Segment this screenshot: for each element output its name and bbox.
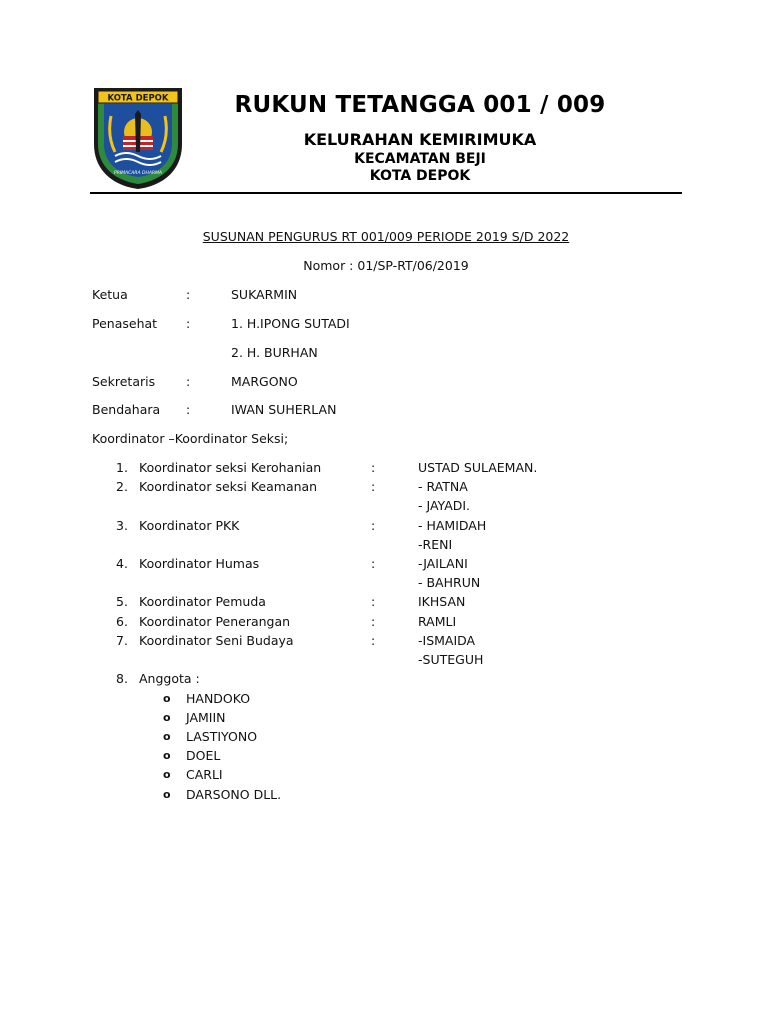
member-name: DARSONO DLL. bbox=[186, 787, 282, 802]
list-number: 8. bbox=[116, 671, 128, 686]
coordinator-label: Koordinator Humas bbox=[139, 556, 260, 571]
coordinator-label: Koordinator Seni Budaya bbox=[139, 633, 294, 648]
bullet-icon: o bbox=[163, 788, 171, 801]
letterhead-kelurahan: KELURAHAN KEMIRIMUKA bbox=[303, 130, 537, 149]
officer-role-bendahara: Bendahara bbox=[92, 402, 161, 417]
coordinator-label: Koordinator Pemuda bbox=[139, 594, 266, 609]
coordinator-sep: : bbox=[371, 460, 376, 475]
list-number: 2. bbox=[116, 479, 128, 494]
coordinator-sep: : bbox=[371, 518, 376, 533]
coordinator-label: Koordinator Penerangan bbox=[139, 614, 291, 629]
officer-name-sekretaris: MARGONO bbox=[231, 374, 298, 389]
officer-sep: : bbox=[186, 402, 191, 417]
coordinator-name: - HAMIDAH bbox=[418, 518, 487, 533]
bullet-icon: o bbox=[163, 768, 171, 781]
list-number: 7. bbox=[116, 633, 128, 648]
document-number: Nomor : 01/SP-RT/06/2019 bbox=[303, 258, 469, 273]
officer-name-ketua: SUKARMIN bbox=[231, 287, 298, 302]
member-name: LASTIYONO bbox=[186, 729, 258, 744]
member-name: JAMIIN bbox=[186, 710, 226, 725]
list-number: 5. bbox=[116, 594, 128, 609]
members-label: Anggota : bbox=[139, 671, 200, 686]
officer-sep: : bbox=[186, 316, 191, 331]
officer-sep: : bbox=[186, 287, 191, 302]
letterhead-kota: KOTA DEPOK bbox=[369, 168, 471, 184]
coordinator-sep: : bbox=[371, 614, 376, 629]
officer-role-sekretaris: Sekretaris bbox=[92, 374, 156, 389]
member-name: HANDOKO bbox=[186, 691, 251, 706]
coordinator-name: RAMLI bbox=[418, 614, 457, 629]
bullet-icon: o bbox=[163, 692, 171, 705]
letterhead-title: RUKUN TETANGGA 001 / 009 bbox=[234, 92, 606, 118]
coordinator-sep: : bbox=[371, 633, 376, 648]
coordinators-heading: Koordinator –Koordinator Seksi; bbox=[92, 431, 289, 446]
letterhead-divider bbox=[90, 192, 682, 194]
document-heading: SUSUNAN PENGURUS RT 001/009 PERIODE 2019 S/D 2022 bbox=[202, 229, 570, 244]
coordinator-name: IKHSAN bbox=[418, 594, 466, 609]
coordinator-name: - RATNA bbox=[418, 479, 468, 494]
list-number: 6. bbox=[116, 614, 128, 629]
svg-text:KOTA DEPOK: KOTA DEPOK bbox=[107, 93, 169, 104]
coordinator-name: - JAYADI. bbox=[418, 498, 471, 513]
coordinator-name: -SUTEGUH bbox=[418, 652, 484, 667]
coordinator-name: - BAHRUN bbox=[418, 575, 481, 590]
bullet-icon: o bbox=[163, 749, 171, 762]
coordinator-sep: : bbox=[371, 479, 376, 494]
member-name: CARLI bbox=[186, 767, 223, 782]
letterhead-kecamatan: KECAMATAN BEJI bbox=[354, 151, 486, 167]
officer-role-penasehat: Penasehat bbox=[92, 316, 158, 331]
officer-name-bendahara: IWAN SUHERLAN bbox=[231, 402, 337, 417]
officer-role-ketua: Ketua bbox=[92, 287, 128, 302]
list-number: 4. bbox=[116, 556, 128, 571]
officer-name-penasehat-1: 1. H.IPONG SUTADI bbox=[231, 316, 350, 331]
officer-name-penasehat-2: 2. H. BURHAN bbox=[231, 345, 318, 360]
coordinator-label: Koordinator PKK bbox=[139, 518, 240, 533]
kota-depok-emblem bbox=[91, 86, 185, 190]
svg-text:PRIMACARA DHARMA: PRIMACARA DHARMA bbox=[114, 171, 162, 176]
coordinator-sep: : bbox=[371, 556, 376, 571]
coordinator-label: Koordinator seksi Kerohanian bbox=[139, 460, 322, 475]
coordinator-name: -JAILANI bbox=[418, 556, 468, 571]
list-number: 1. bbox=[116, 460, 128, 475]
bullet-icon: o bbox=[163, 711, 171, 724]
coordinator-sep: : bbox=[371, 594, 376, 609]
coordinator-name: -RENI bbox=[418, 537, 453, 552]
officer-sep: : bbox=[186, 374, 191, 389]
coordinator-name: USTAD SULAEMAN. bbox=[418, 460, 538, 475]
member-name: DOEL bbox=[186, 748, 221, 763]
list-number: 3. bbox=[116, 518, 128, 533]
coordinator-name: -ISMAIDA bbox=[418, 633, 476, 648]
coordinator-label: Koordinator seksi Keamanan bbox=[139, 479, 318, 494]
bullet-icon: o bbox=[163, 730, 171, 743]
